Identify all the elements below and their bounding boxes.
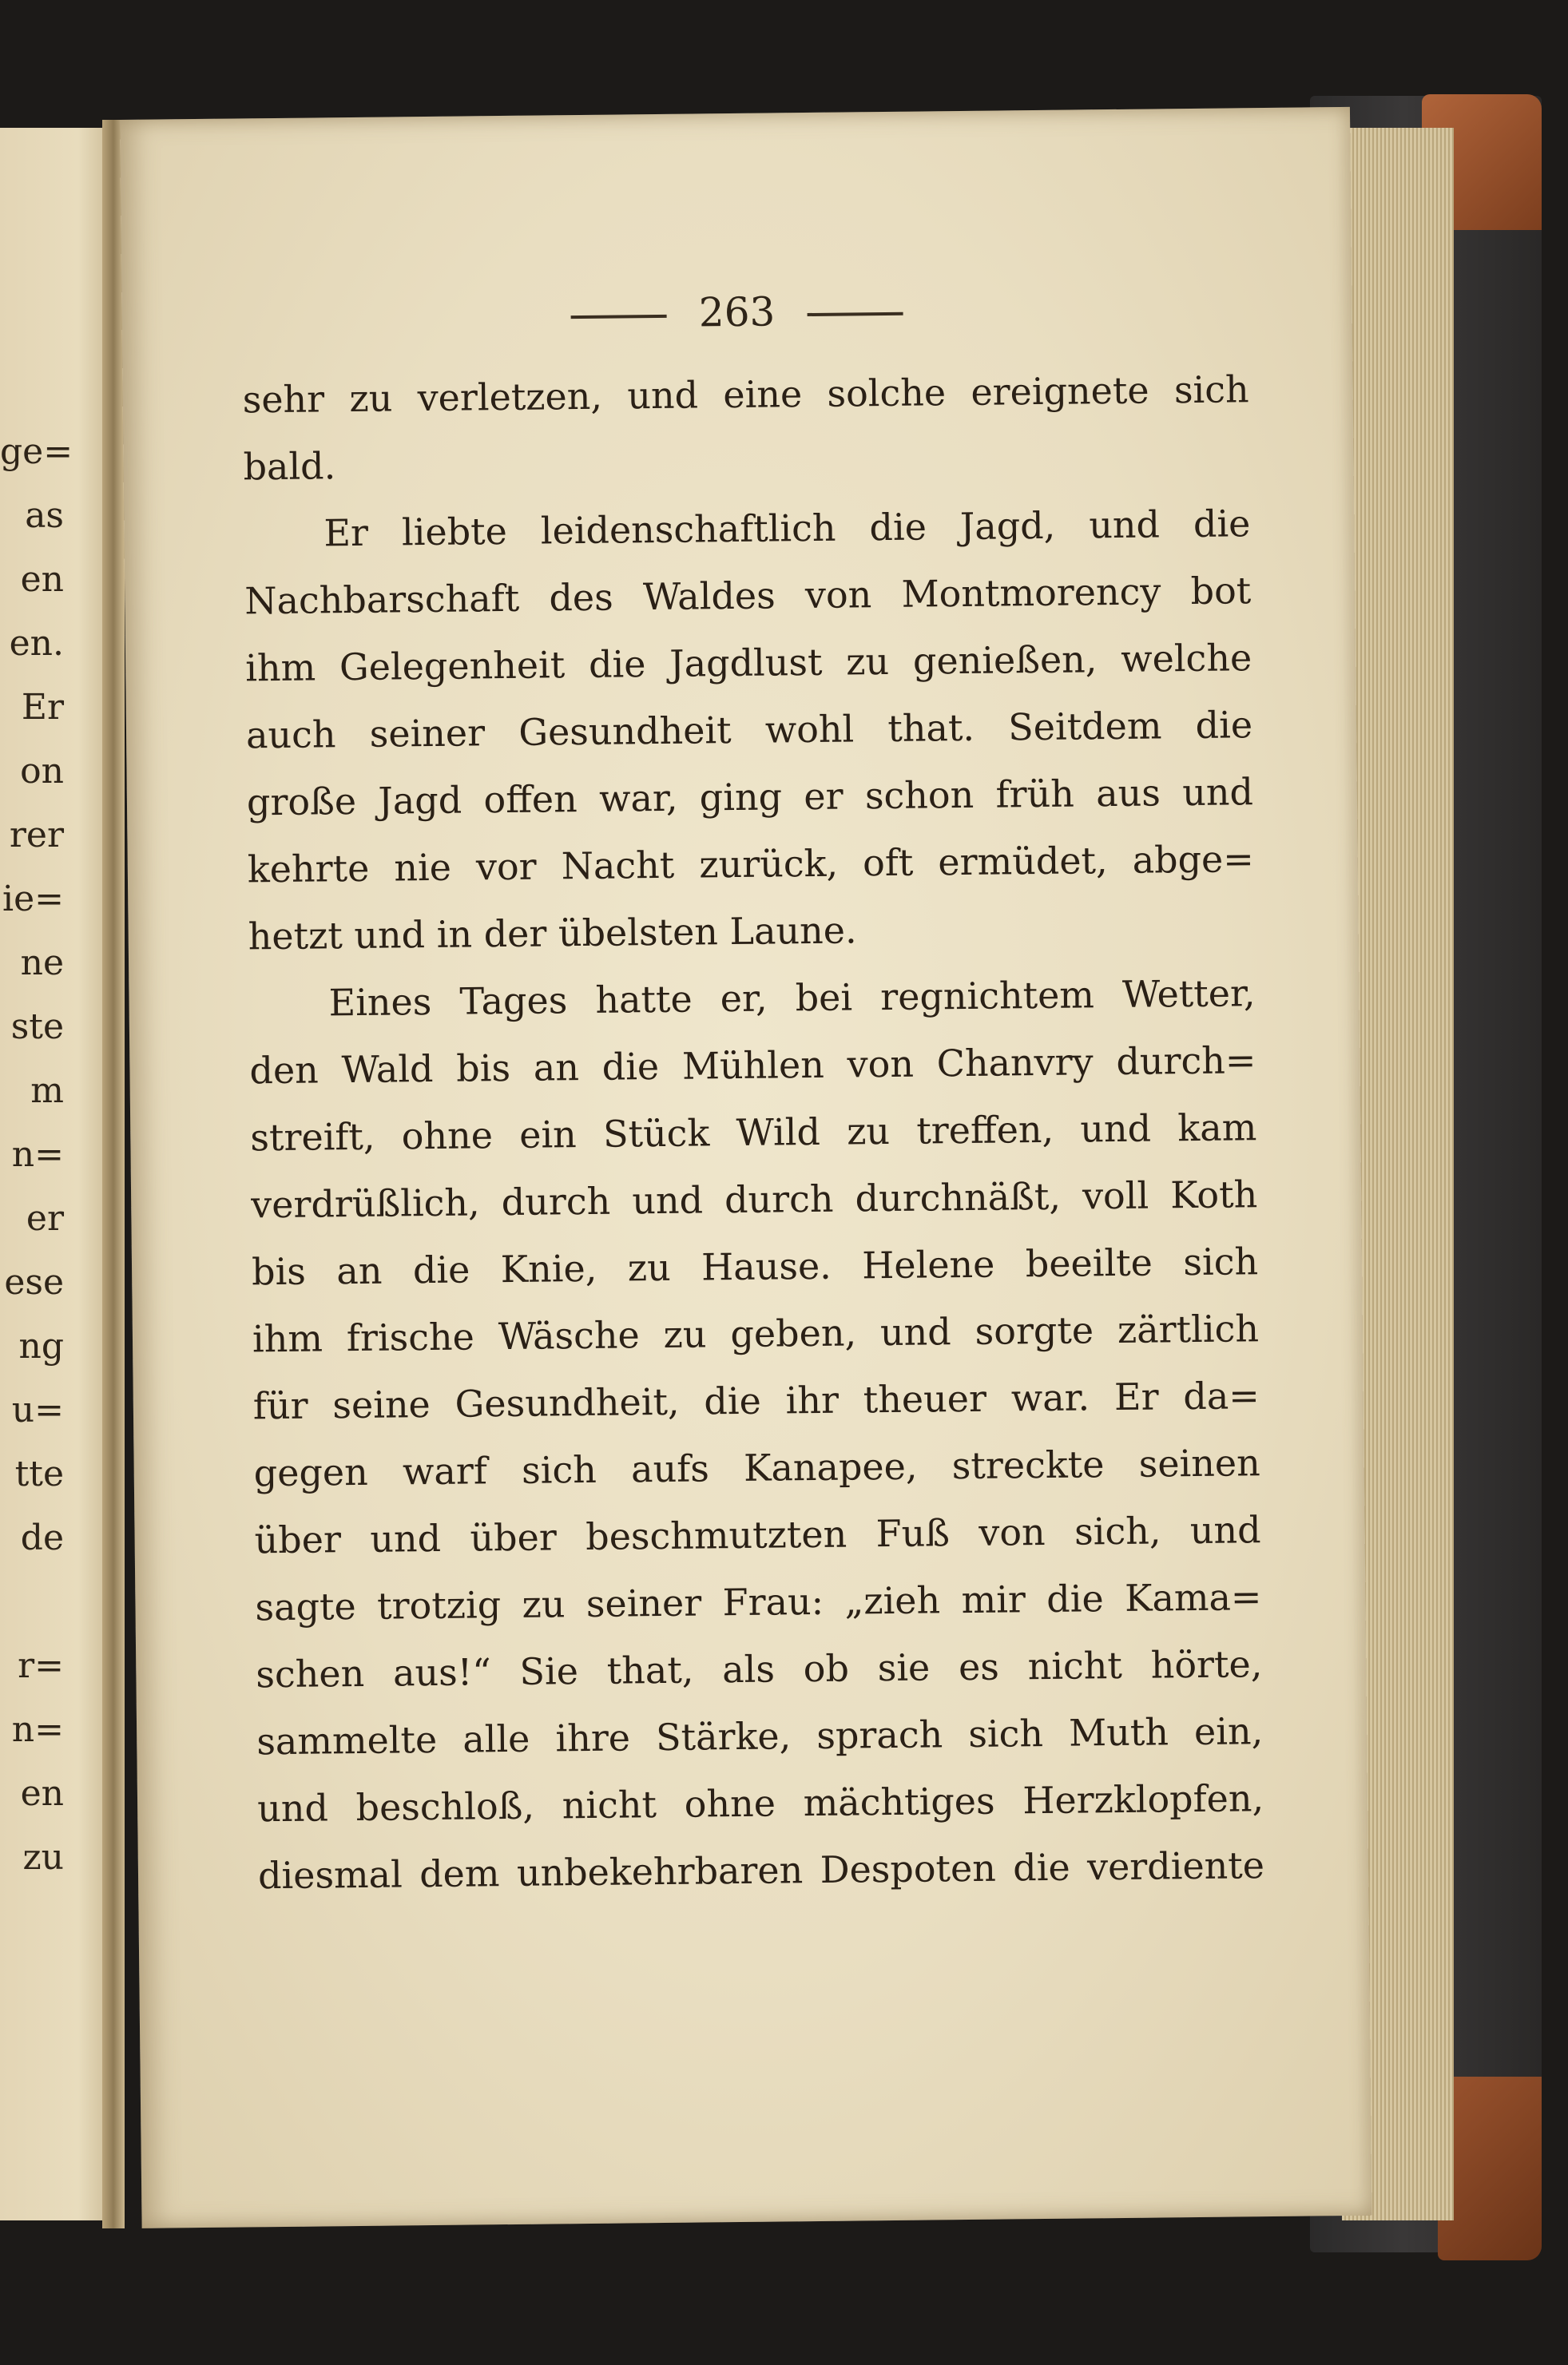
body-text xyxy=(242,355,1264,1909)
text-line: ihm frische Wäsche zu geben, und sorgte zärtlich xyxy=(252,1307,1260,1361)
page-number: 263 xyxy=(698,288,776,336)
text-line: große Jagd offen war, ging er schon früh aus und xyxy=(246,770,1254,824)
facing-page-fragment: en xyxy=(20,559,64,600)
book-gutter xyxy=(102,120,125,2228)
facing-page-fragment: de xyxy=(20,1518,64,1558)
text-line: Eines Tages hatte er, bei regnichtem Wetter, xyxy=(328,971,1256,1025)
text-line: diesmal dem unbekehrbaren Despoten die verdiente xyxy=(257,1843,1265,1898)
text-line: verdrüßlich, durch und durch durchnäßt, voll Koth xyxy=(250,1173,1258,1227)
text-line: Er liebte leidenschaftlich die Jagd, und die xyxy=(324,502,1251,555)
facing-page xyxy=(0,128,112,2220)
facing-page-fragment: on xyxy=(20,751,64,792)
facing-page-fragment: as xyxy=(25,495,64,536)
facing-page-fragment: n= xyxy=(11,1134,64,1175)
facing-page-fragment: tte xyxy=(14,1454,64,1494)
text-line: streift, ohne ein Stück Wild zu treffen, und kam xyxy=(250,1105,1257,1160)
facing-page-fragment: ese xyxy=(4,1262,64,1303)
text-line: bald. xyxy=(243,444,336,489)
facing-page-fragment: Er xyxy=(21,687,64,728)
text-line: gegen warf sich aufs Kanapee, streckte seinen xyxy=(253,1441,1260,1495)
facing-page-fragment: ge= xyxy=(0,431,73,472)
text-line: über und über beschmutzten Fuß von sich, und xyxy=(254,1508,1261,1562)
facing-page-fragment: en. xyxy=(9,623,64,664)
text-line: sagte trotzig zu seiner Frau: „zieh mir die Kama= xyxy=(255,1575,1262,1629)
text-line: sammelte alle ihre Stärke, sprach sich Muth ein, xyxy=(256,1709,1264,1764)
text-line: bis an die Knie, zu Hause. Helene beeilte sich xyxy=(251,1240,1259,1294)
facing-page-fragment: er xyxy=(26,1198,64,1239)
facing-page-fragment: r= xyxy=(18,1645,64,1686)
facing-page-fragment: en xyxy=(20,1773,64,1814)
text-line: kehrte nie vor Nacht zurück, oft ermüdet, abge= xyxy=(247,837,1255,891)
book-page xyxy=(120,107,1372,2228)
header-rule-left xyxy=(571,315,667,319)
text-line: den Wald bis an die Mühlen von Chanvry durch= xyxy=(249,1038,1256,1093)
text-line: Nachbarschaft des Waldes von Montmorency bot xyxy=(244,569,1252,623)
facing-page-fragment: ng xyxy=(18,1326,64,1367)
facing-page-fragment: u= xyxy=(11,1390,64,1431)
header-rule-right xyxy=(807,312,903,316)
facing-page-fragment: ne xyxy=(20,942,64,983)
facing-page-fragment: m xyxy=(30,1070,64,1111)
text-line: für seine Gesundheit, die ihr theuer war. Er da= xyxy=(252,1374,1260,1428)
facing-page-fragment: ste xyxy=(10,1006,64,1047)
facing-page-fragment: ie= xyxy=(2,879,64,919)
facing-page-fragment: n= xyxy=(11,1709,64,1750)
text-line: schen aus!“ Sie that, als ob sie es nicht hörte, xyxy=(256,1642,1263,1696)
facing-page-fragment: zu xyxy=(22,1837,64,1878)
page-header xyxy=(121,283,1352,342)
text-line: sehr zu verletzen, und eine solche ereignete sich xyxy=(242,367,1249,422)
text-line: ihm Gelegenheit die Jagdlust zu genießen, welche xyxy=(244,636,1252,690)
text-line: auch seiner Gesundheit wohl that. Seitdem die xyxy=(245,703,1253,757)
facing-page-fragment: rer xyxy=(9,815,64,855)
text-line: und beschloß, nicht ohne mächtiges Herzklopfen, xyxy=(256,1776,1264,1831)
text-line: hetzt und in der übelsten Laune. xyxy=(248,908,857,958)
